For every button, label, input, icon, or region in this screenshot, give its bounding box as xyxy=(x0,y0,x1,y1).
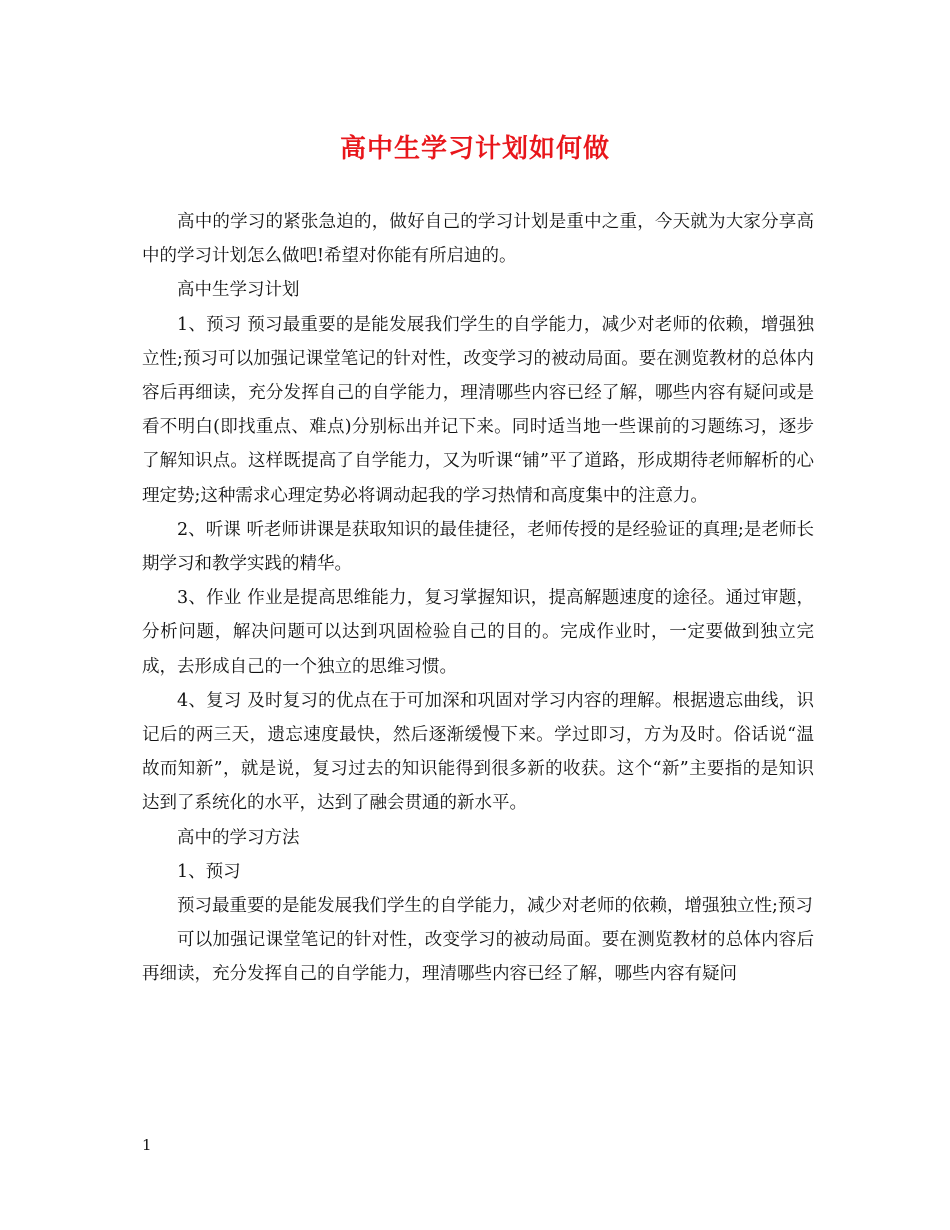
paragraph-method-preview-1: 预习最重要的是能发展我们学生的自学能力，减少对老师的依赖，增强独立性;预习 xyxy=(177,896,813,917)
paragraph-listen: 2、听课 听老师讲课是获取知识的最佳捷径，老师传授的是经验证的真理;是老师长期学习和教学实践的精华。 xyxy=(142,519,814,575)
page-number: 1 xyxy=(142,1136,152,1154)
paragraph-preview: 1、预习 预习最重要的是能发展我们学生的自学能力，减少对老师的依赖，增强独立性;预习可以加强记课堂笔记的针对性，改变学习的被动局面。要在测览教材的总体内容后再细读，充分发挥自己的自学能力，理清哪些内容已经了解，哪些内容有疑问或是看不明白(即找重点、难点)分别标出并记下来。同时适当地一些课前的习题练习，逐步了解知识点。这样既提高了自学能力，又为听课“铺”平了道路，形成期待老师解析的心理定势;这种需求心理定势必将调动起我的学习热情和高度集中的注意力。 xyxy=(142,314,814,506)
section-heading-plan: 高中生学习计划 xyxy=(177,280,300,301)
paragraph-intro: 高中的学习的紧张急迫的，做好自己的学习计划是重中之重，今天就为大家分享高中的学习计划怎么做吧!希望对你能有所启迪的。 xyxy=(142,212,814,267)
section-heading-method: 高中的学习方法 xyxy=(177,827,300,848)
paragraph-method-preview-2: 可以加强记课堂笔记的针对性，改变学习的被动局面。要在测览教材的总体内容后再细读，充分发挥自己的自学能力，理清哪些内容已经了解，哪些内容有疑问 xyxy=(142,930,814,985)
paragraph-review: 4、复习 及时复习的优点在于可加深和巩固对学习内容的理解。根据遗忘曲线，识记后的两三天，遗忘速度最快，然后逐渐缓慢下来。学过即习，方为及时。俗话说“温故而知新”，就是说，复习过去的知识能得到很多新的收获。这个“新”主要指的是知识达到了系统化的水平，达到了融会贯通的新水平。 xyxy=(142,690,814,814)
document-body xyxy=(142,205,814,992)
paragraph-homework: 3、作业 作业是提高思维能力，复习掌握知识，提高解题速度的途径。通过审题，分析问题，解决问题可以达到巩固检验自己的目的。完成作业时，一定要做到独立完成，去形成自己的一个独立的思维习惯。 xyxy=(142,588,814,677)
subheading-preview: 1、预习 xyxy=(177,861,241,882)
document-title: 高中生学习计划如何做 xyxy=(339,134,610,164)
